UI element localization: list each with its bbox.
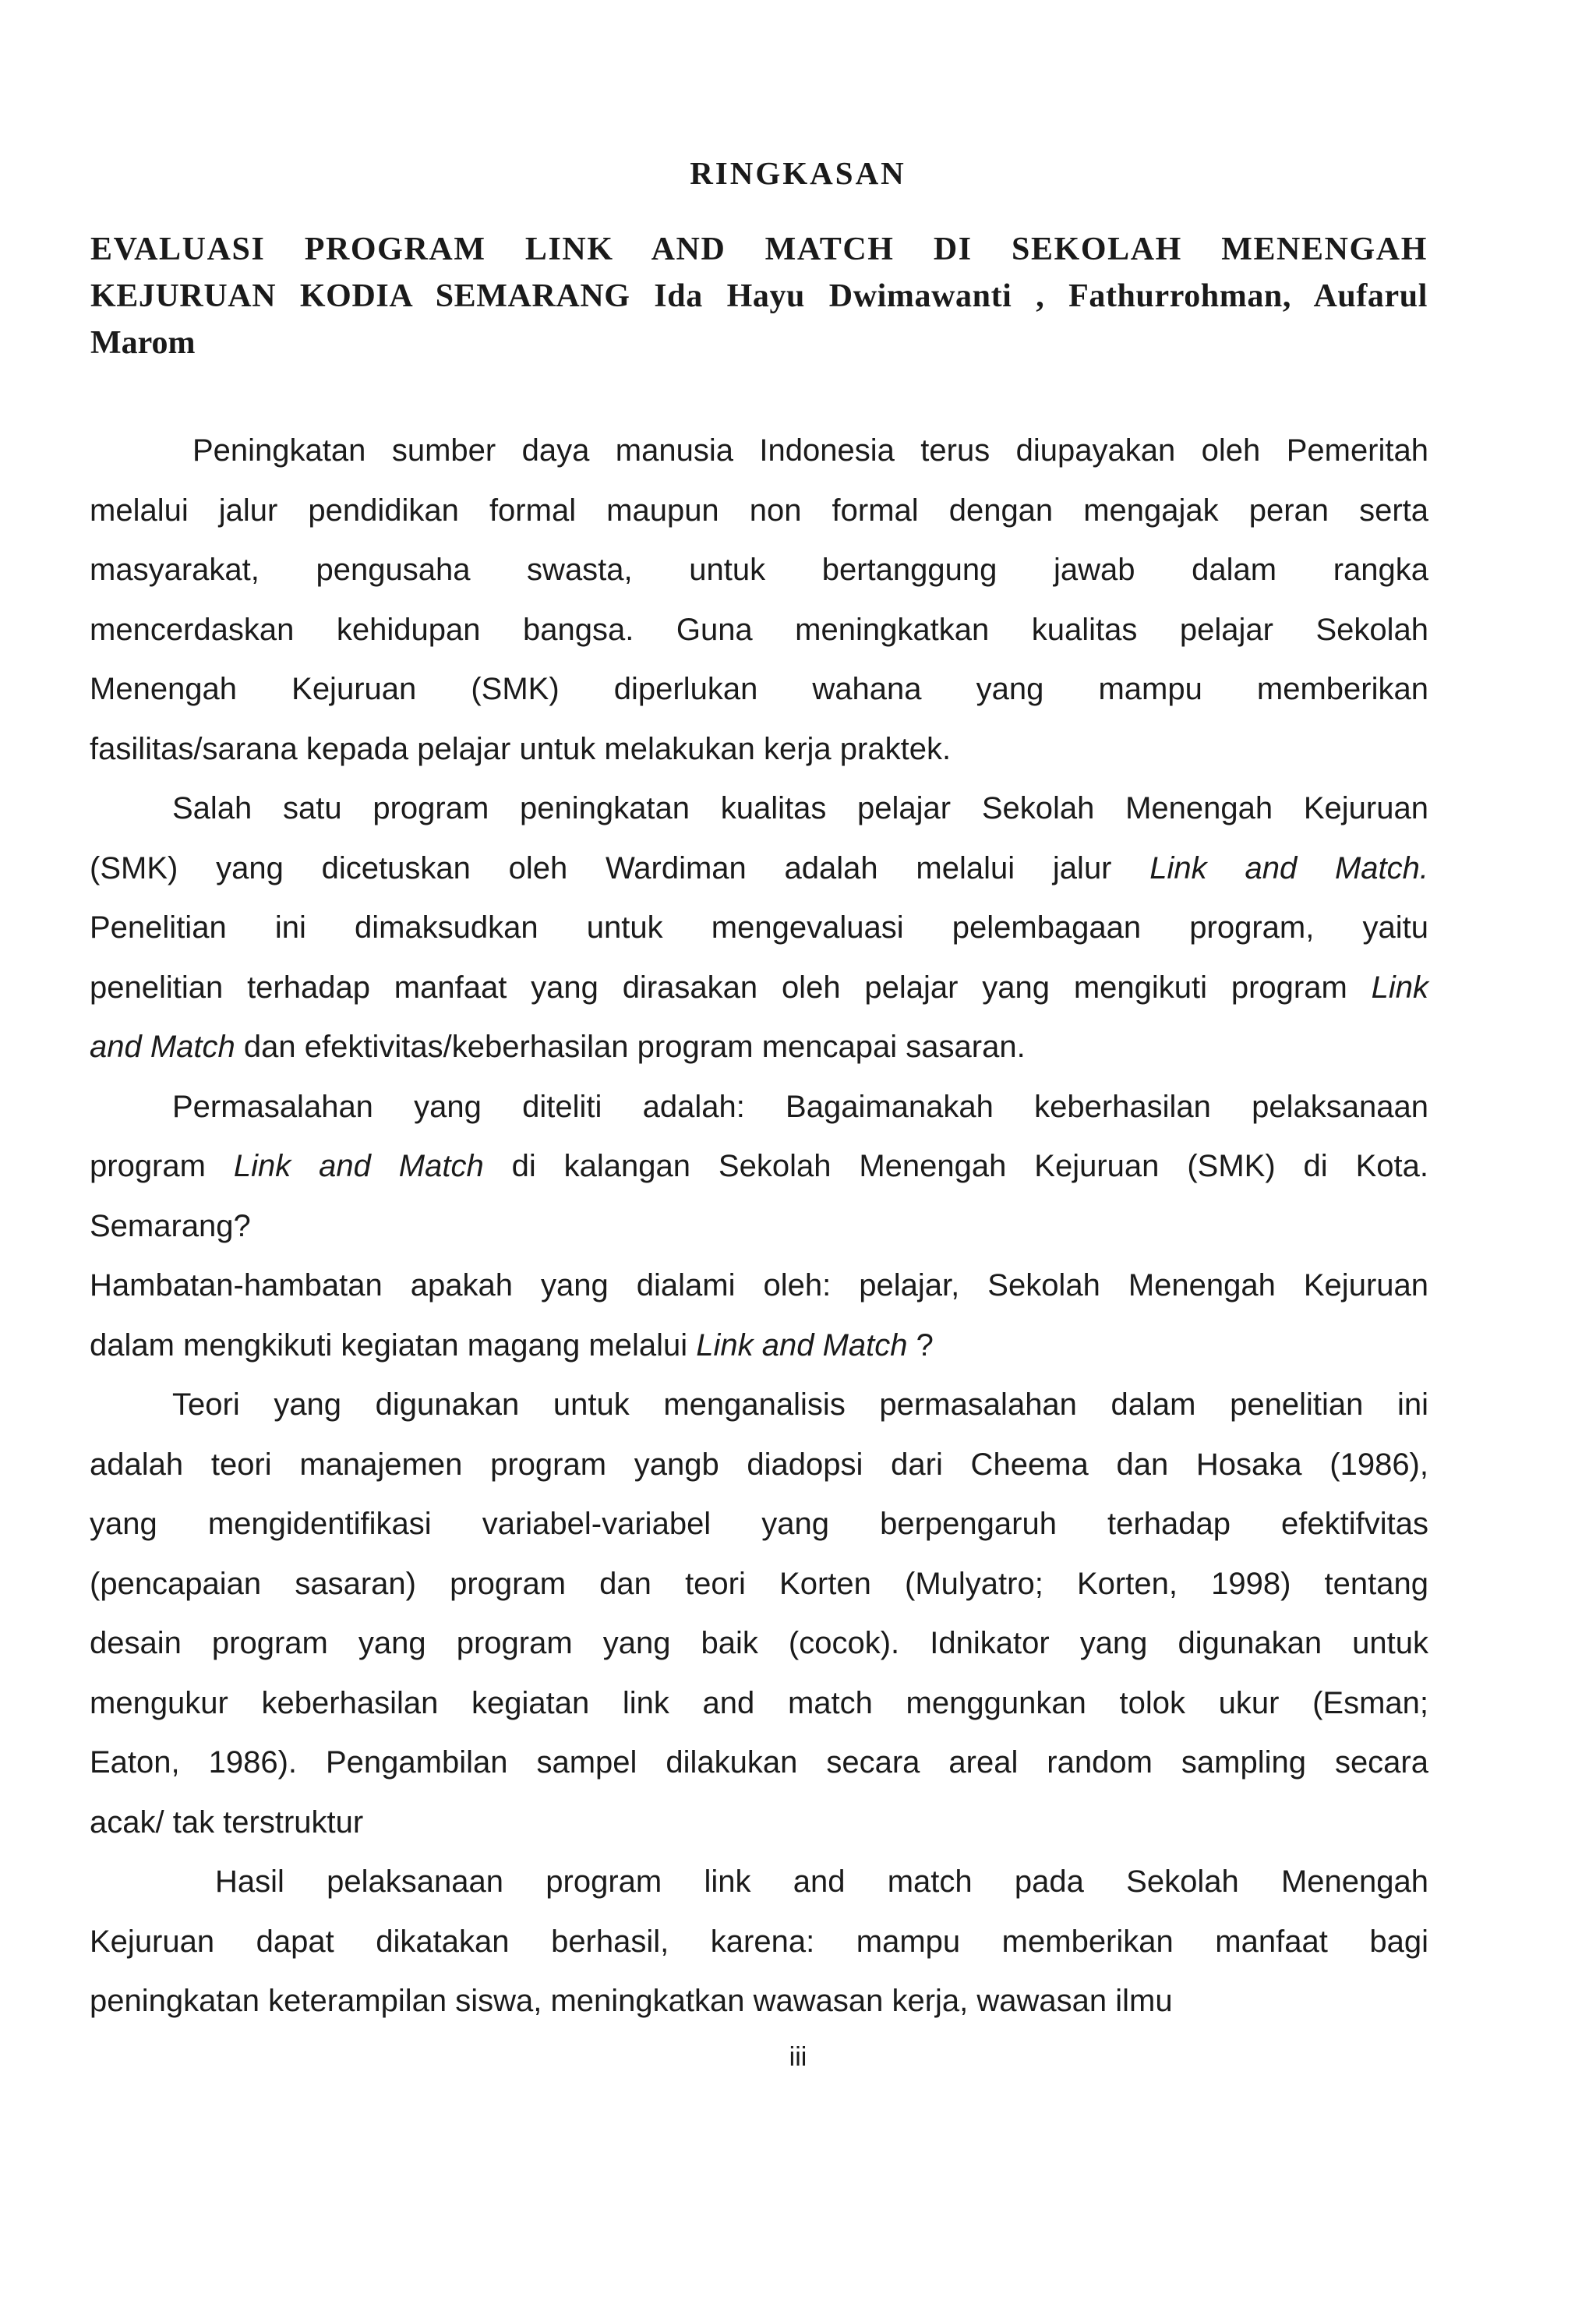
p5-line-5: desain program yang program yang baik (cocok). Idnikator yang digunakan untuk: [90, 1626, 1428, 1660]
p3-line-3: Semarang?: [90, 1208, 251, 1243]
p2-line-2: (SMK) yang dicetuskan oleh Wardiman adalah melalui jalur Link and Match.: [90, 850, 1428, 885]
p1-line-3: masyarakat, pengusaha swasta, untuk bertanggung jawab dalam rangka: [90, 553, 1428, 587]
p5-line-6: mengukur keberhasilan kegiatan link and match menggunkan tolok ukur (Esman;: [90, 1685, 1428, 1720]
p3-line-2: program Link and Match di kalangan Sekolah Menengah Kejuruan (SMK) di Kota.: [90, 1149, 1428, 1183]
p5-line-4: (pencapaian sasaran) program dan teori Korten (Mulyatro; Korten, 1998) tentang: [90, 1566, 1428, 1601]
p1-line-5: Menengah Kejuruan (SMK) diperlukan wahana yang mampu memberikan: [90, 672, 1428, 706]
p6-line-1: Hasil pelaksanaan program link and match pada Sekolah Menengah: [215, 1864, 1428, 1899]
p1-line-6: fasilitas/sarana kepada pelajar untuk melakukan kerja praktek.: [90, 731, 952, 766]
title-line-3: Marom: [90, 325, 196, 361]
p4-line-1: Hambatan-hambatan apakah yang dialami oleh: pelajar, Sekolah Menengah Kejuruan: [90, 1268, 1428, 1302]
p6-line-2: Kejuruan dapat dikatakan berhasil, karena: mampu memberikan manfaat bagi: [90, 1924, 1428, 1959]
p2-line-3: Penelitian ini dimaksudkan untuk mengevaluasi pelembagaan program, yaitu: [90, 910, 1428, 945]
p1-line-1: Peningkatan sumber daya manusia Indonesia terus diupayakan oleh Pemeritah: [192, 433, 1428, 468]
p2-line-5: and Match dan efektivitas/keberhasilan program mencapai sasaran.: [90, 1030, 1026, 1064]
p4-line-2: dalam mengkikuti kegiatan magang melalui Link and Match ?: [90, 1327, 934, 1363]
page-number: iii: [789, 2042, 807, 2072]
p3-line-1: Permasalahan yang diteliti adalah: Bagaimanakah keberhasilan pelaksanaan: [172, 1089, 1428, 1124]
title-line-2: KEJURUAN KODIA SEMARANG Ida Hayu Dwimawanti , Fathurrohman, Aufarul: [90, 278, 1428, 314]
p2-line-1: Salah satu program peningkatan kualitas pelajar Sekolah Menengah Kejuruan: [172, 791, 1428, 825]
page-heading: RINGKASAN: [690, 155, 906, 191]
p1-line-2: melalui jalur pendidikan formal maupun non formal dengan mengajak peran serta: [90, 493, 1428, 528]
p2-line-4: penelitian terhadap manfaat yang dirasakan oleh pelajar yang mengikuti program Link: [90, 970, 1428, 1005]
title-line-1: EVALUASI PROGRAM LINK AND MATCH DI SEKOLAH MENENGAH: [90, 232, 1428, 267]
abstract-title: [90, 226, 1428, 366]
p5-line-7: Eaton, 1986). Pengambilan sampel dilakukan secara areal random sampling secara: [90, 1745, 1428, 1780]
p5-line-2: adalah teori manajemen program yangb diadopsi dari Cheema dan Hosaka (1986),: [90, 1447, 1428, 1482]
abstract-body: [90, 421, 1428, 2031]
p5-line-1: Teori yang digunakan untuk menganalisis permasalahan dalam penelitian ini: [172, 1387, 1428, 1422]
p6-line-3: peningkatan keterampilan siswa, meningkatkan wawasan kerja, wawasan ilmu: [90, 1984, 1173, 2018]
p5-line-3: yang mengidentifikasi variabel-variabel yang berpengaruh terhadap efektifvitas: [90, 1507, 1428, 1541]
p5-line-8: acak/ tak terstruktur: [90, 1804, 364, 1840]
p1-line-4: mencerdaskan kehidupan bangsa. Guna meningkatkan kualitas pelajar Sekolah: [90, 612, 1428, 647]
